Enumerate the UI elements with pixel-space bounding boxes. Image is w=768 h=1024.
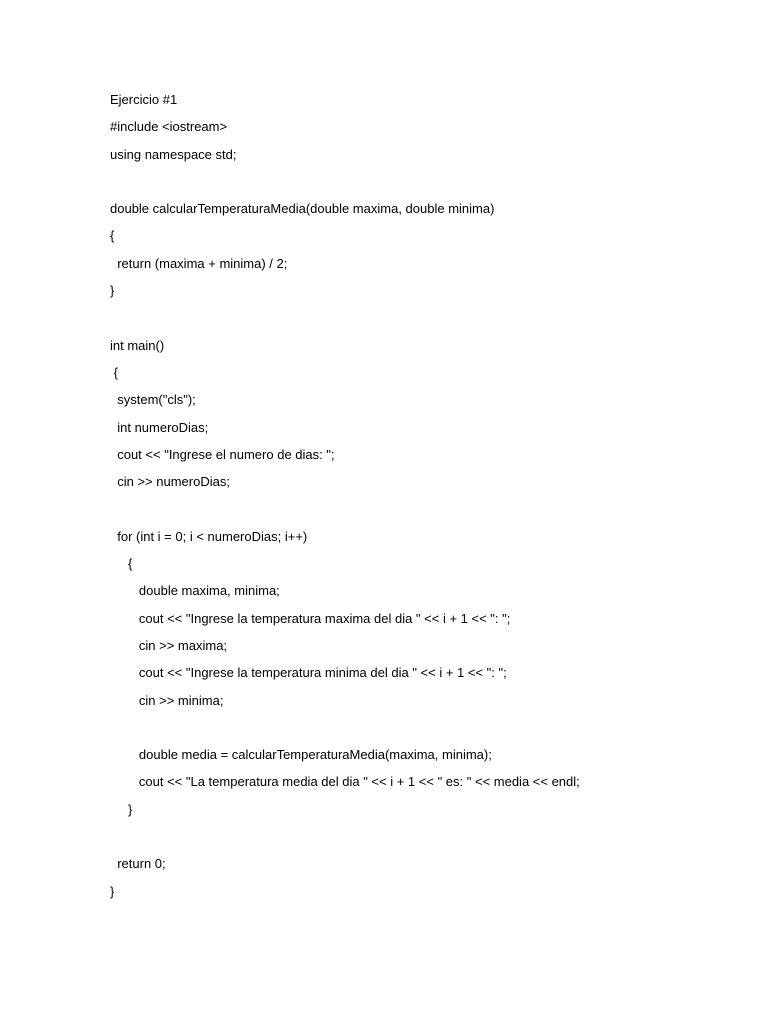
document-line: } — [110, 883, 115, 899]
document-line: } — [110, 801, 133, 817]
document-line: { — [110, 228, 115, 244]
document-line: cin >> numeroDias; — [110, 474, 230, 490]
document-line: return 0; — [110, 856, 166, 872]
document-line: cout << "Ingrese el numero de dias: "; — [110, 446, 335, 462]
document-line: cin >> minima; — [110, 692, 224, 708]
document-line: cout << "La temperatura media del dia " << i + 1 << " es: " << media << endl; — [110, 774, 580, 790]
document-line: double media = calcularTemperaturaMedia(maxima, minima); — [110, 747, 492, 763]
document-line: { — [110, 364, 118, 380]
document-line: { — [110, 556, 133, 572]
document-line: using namespace std; — [110, 146, 237, 162]
document-line: double maxima, minima; — [110, 583, 280, 599]
document-line — [110, 495, 750, 522]
document-line: } — [110, 283, 115, 299]
document-line: int main() — [110, 337, 165, 353]
document-line: Ejercicio #1 — [110, 92, 178, 107]
document-line: return (maxima + minima) / 2; — [110, 255, 288, 271]
document-line: double calcularTemperaturaMedia(double maxima, double minima) — [110, 201, 495, 217]
document-line — [110, 304, 750, 331]
document-line: cout << "Ingrese la temperatura minima del dia " << i + 1 << ": "; — [110, 665, 507, 681]
document-line: system("cls"); — [110, 392, 196, 408]
document-line: int numeroDias; — [110, 419, 209, 435]
document-line — [110, 168, 750, 195]
document-line: #include <iostream> — [110, 119, 228, 135]
document-line: cin >> maxima; — [110, 637, 228, 653]
document-line — [110, 714, 750, 741]
document-line: for (int i = 0; i < numeroDias; i++) — [110, 528, 308, 544]
document-line: cout << "Ingrese la temperatura maxima del dia " << i + 1 << ": "; — [110, 610, 511, 626]
document-line — [110, 823, 750, 850]
document-text-block — [110, 86, 750, 905]
